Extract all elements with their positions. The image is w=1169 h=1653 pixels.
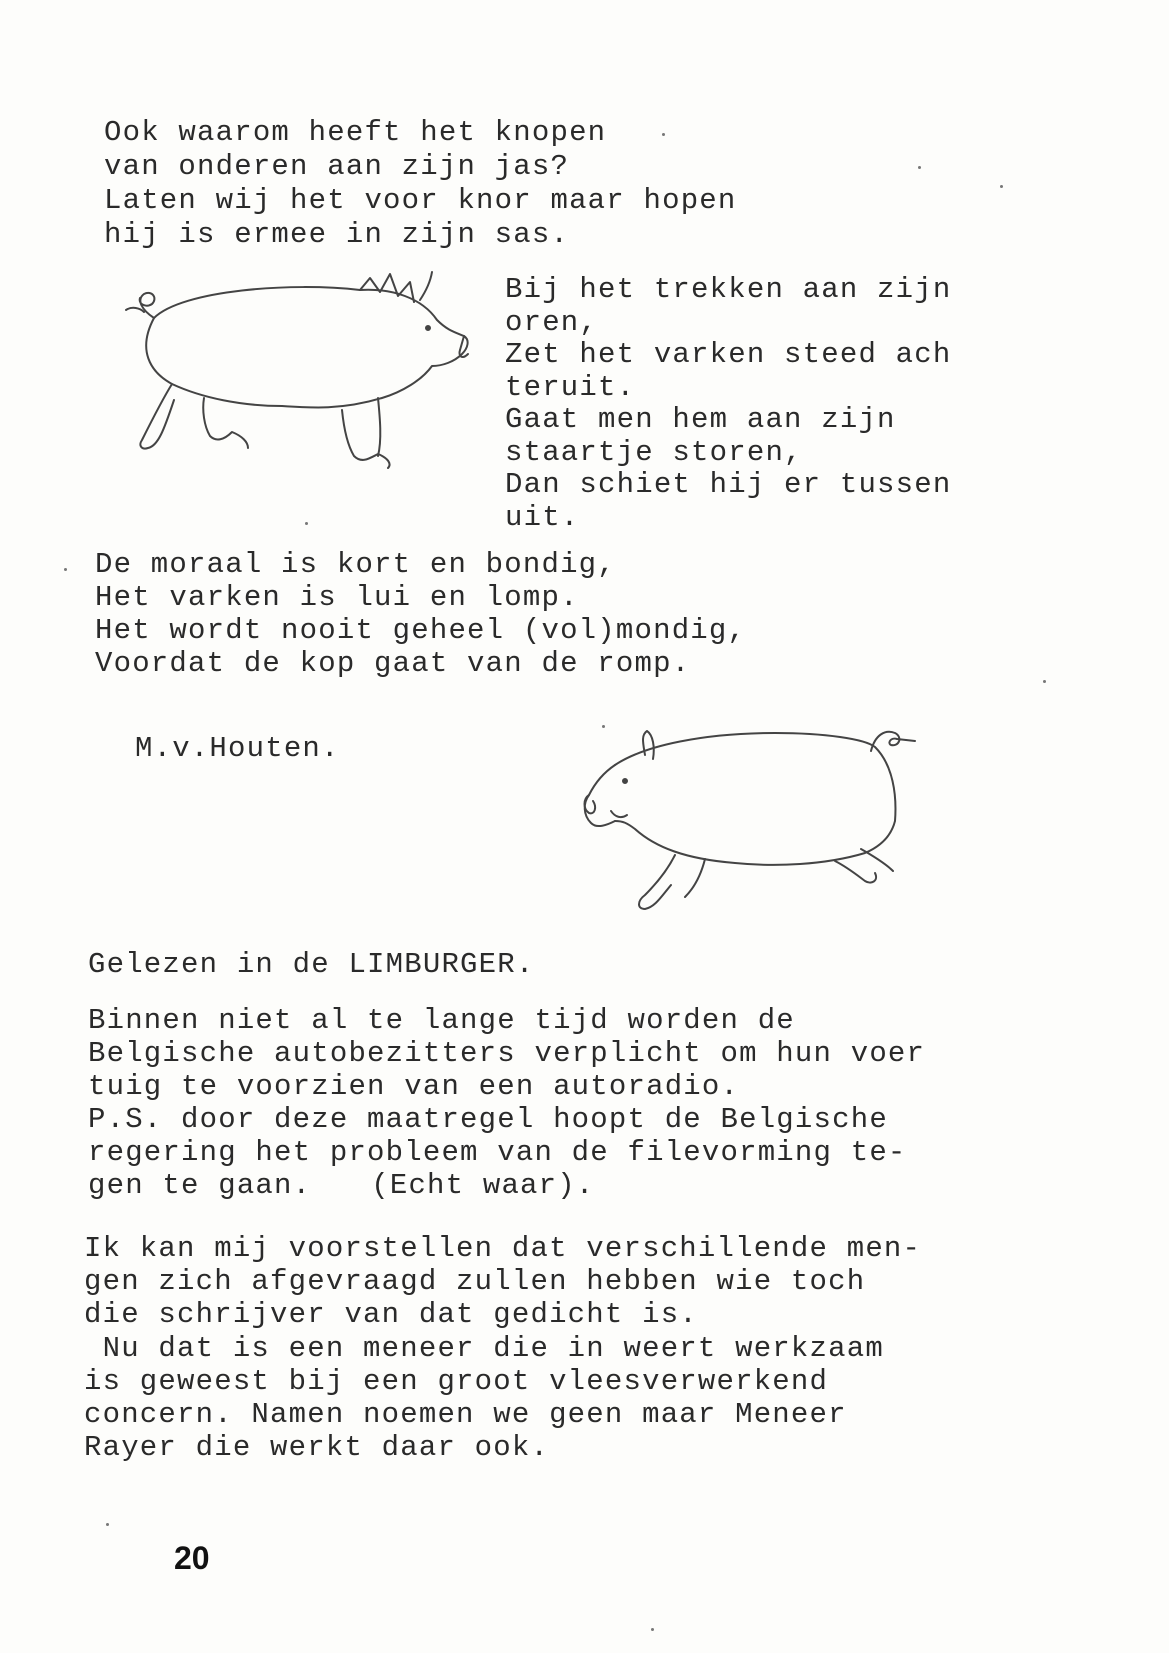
scan-speck [602,725,605,728]
text-line: die schrijver van dat gedicht is. [84,1298,698,1331]
poem-line: oren, [505,305,599,339]
poem-line: Dan schiet hij er tussen [505,468,952,501]
text-line: P.S. door deze maatregel hoopt de Belgische [88,1103,888,1136]
scan-speck [1043,680,1046,683]
poem-line: Het varken is lui en lomp. [95,581,579,614]
article-paragraph-2 [84,1232,921,1331]
poem-line: Voordat de kop gaat van de romp. [95,647,691,680]
article-paragraph-1 [88,1004,925,1202]
text-line: is geweest bij een groot vleesverwerkend [84,1365,829,1398]
poem-author: M.v.Houten. [135,732,340,765]
article-paragraph-3 [84,1332,884,1464]
article-heading: Gelezen in de LIMBURGER. [88,948,535,981]
running-pig-illustration [575,725,975,935]
standing-pig-illustration [92,270,497,500]
poem-stanza-1 [104,116,737,252]
text-line: tuig te voorzien van een autoradio. [88,1070,740,1103]
poem-line: staartje storen, [505,435,803,469]
poem-line: De moraal is kort en bondig, [95,548,616,581]
scan-speck [305,522,308,525]
scan-speck [1000,185,1003,188]
text-line: Binnen niet al te lange tijd worden de [88,1004,795,1037]
text-line: Ik kan mij voorstellen dat verschillende men- [84,1232,922,1265]
poem-line: hij is ermee in zijn sas. [104,218,570,251]
poem-line: teruit. [505,370,636,404]
text-line: Nu dat is een meneer die in weert werkzaam [84,1332,884,1365]
scan-speck [106,1523,109,1526]
text-line [88,1169,925,1202]
poem-stanza-2 [505,274,951,534]
poem-line: Laten wij het voor knor maar hopen [104,184,737,217]
poem-line: Het wordt nooit geheel (vol)mondig, [95,614,747,647]
text-line: Rayer die werkt daar ook. [84,1431,550,1464]
poem-stanza-3 [95,548,746,680]
text-line: Belgische autobezitters verplicht om hun voer [88,1037,926,1070]
text-line: concern. Namen noemen we geen maar Meneer [84,1398,847,1431]
poem-line: uit. [505,500,580,534]
text-fragment: gen te gaan. [88,1169,312,1202]
text-line: regering het probleem van de filevorming te- [88,1136,907,1169]
poem-line: Ook waarom heeft het knopen [104,116,607,149]
poem-line: van onderen aan zijn jas? [104,150,570,183]
scan-speck [662,133,665,136]
scan-speck [64,568,67,571]
poem-line: Bij het trekken aan zijn [505,273,952,306]
text-line: gen zich afgevraagd zullen hebben wie toch [84,1265,866,1298]
poem-line: Gaat men hem aan zijn [505,403,896,436]
aside-note: (Echt waar). [371,1169,595,1202]
scan-speck [918,166,921,169]
scan-speck [651,1628,654,1631]
poem-line: Zet het varken steed ach [505,338,952,371]
page-number: 20 [174,1540,210,1576]
